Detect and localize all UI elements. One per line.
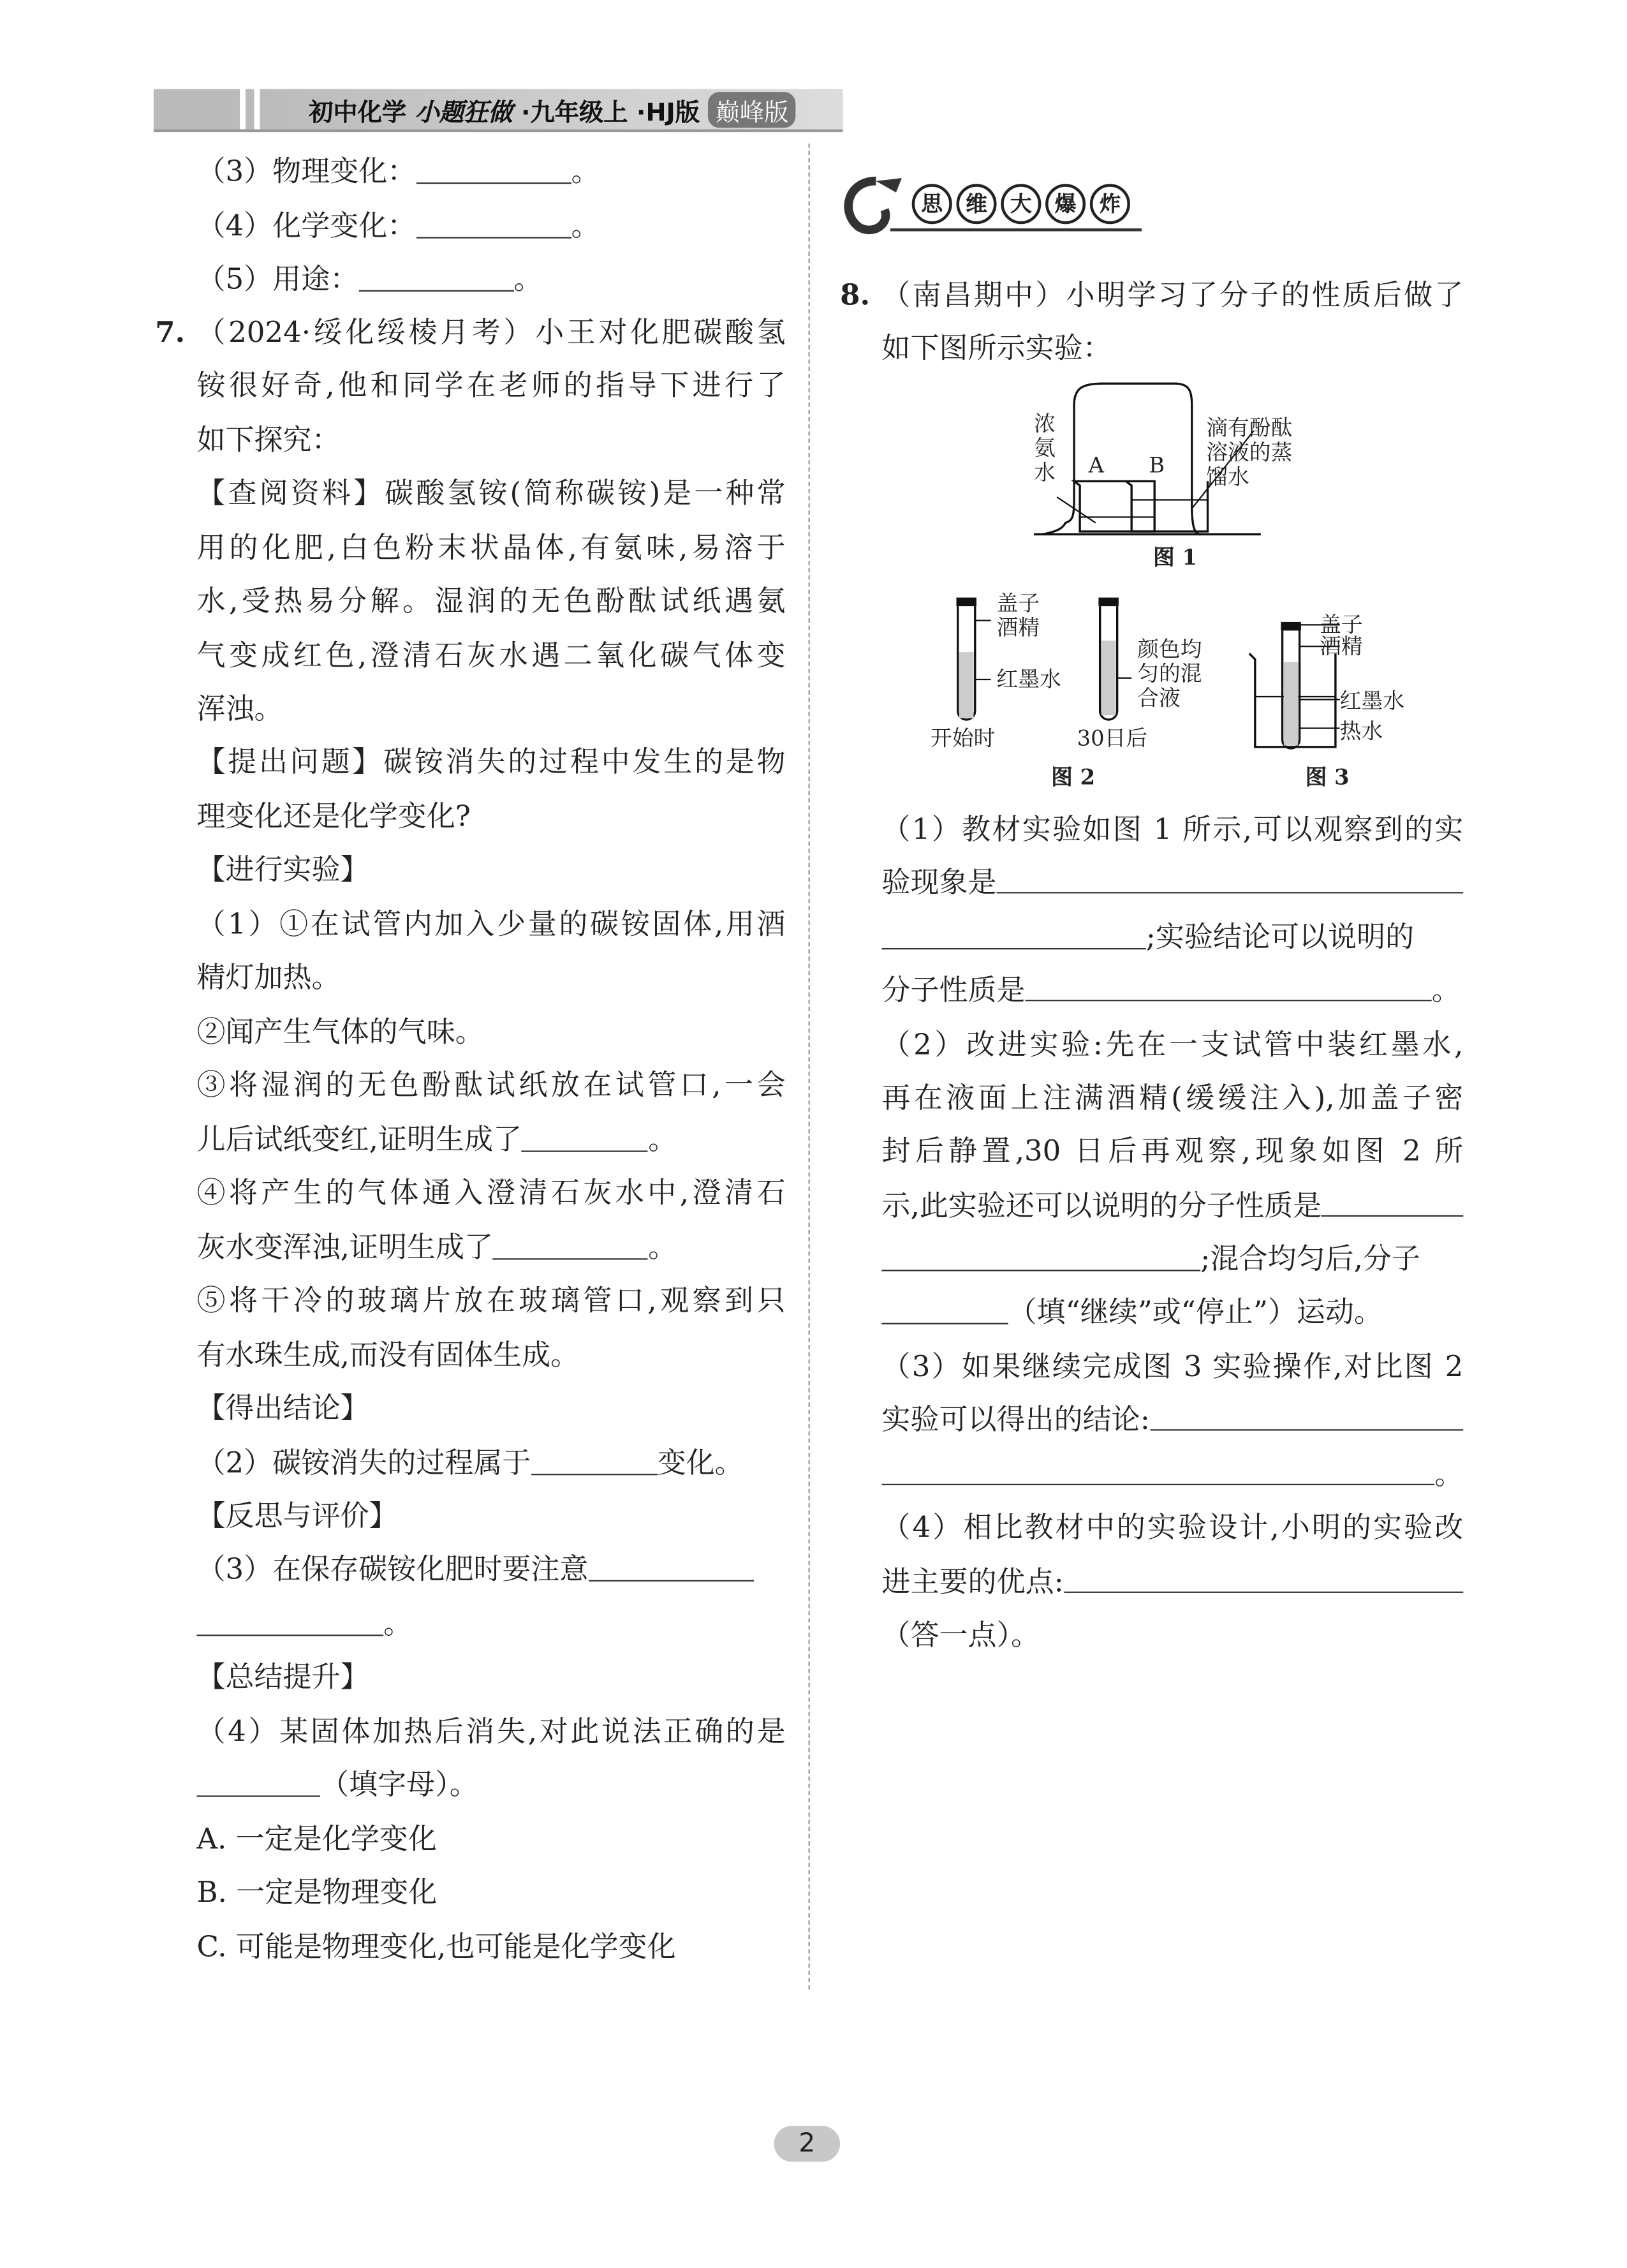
answer-blank[interactable] <box>358 262 513 292</box>
text: 儿后试纸变红,证明生成了 <box>196 1122 522 1157</box>
text: 变化。 <box>657 1445 744 1480</box>
text-line: 理变化还是化学变化? <box>196 798 471 833</box>
text: 示,此实验还可以说明的分子性质是 <box>881 1187 1322 1223</box>
text-line <box>196 1550 785 1587</box>
text: 实验可以得出的结论: <box>881 1402 1150 1437</box>
text: （填字母）。 <box>320 1767 478 1802</box>
banner-char: 思 <box>912 184 952 224</box>
text-line: 气变成红色,澄清石灰水遇二氧化碳气体变 <box>196 637 786 672</box>
answer-blank[interactable] <box>196 1606 383 1636</box>
text: （3）在保存碳铵化肥时要注意 <box>196 1551 589 1586</box>
figure-1-caption: 图 1 <box>1152 544 1198 570</box>
text: 。 <box>383 1606 413 1641</box>
text: 分子性质是 <box>881 972 1026 1007</box>
text-line: 水,受热易分解。湿润的无色酚酞试纸遇氨 <box>196 583 786 618</box>
header-subject: 初中化学 <box>309 99 407 128</box>
text-line: ③将湿润的无色酚酞试纸放在试管口,一会 <box>196 1067 786 1102</box>
label-cap: 盖子 <box>1320 612 1363 638</box>
text: （4）化学变化： <box>196 208 416 243</box>
text-line: 有水珠生成,而没有固体生成。 <box>196 1337 580 1372</box>
column-divider <box>809 144 810 1989</box>
text: ;实验结论可以说明的 <box>1145 919 1415 954</box>
option-b[interactable]: B. 一定是物理变化 <box>196 1874 438 1909</box>
text-line: （4）某固体加热后消失,对此说法正确的是 <box>196 1714 786 1749</box>
q6-3-line <box>196 152 785 190</box>
text-line: 如下图所示实验： <box>881 330 1112 365</box>
text-line: 【提出问题】碳铵消失的过程中发生的是物 <box>196 744 786 779</box>
text-line: （4）相比教材中的实验设计,小明的实验改 <box>881 1509 1464 1545</box>
figure-3-caption: 图 3 <box>1305 764 1350 790</box>
banner-char: 爆 <box>1045 184 1086 224</box>
text-line <box>196 1605 785 1642</box>
header-grade: ·九年级上 ·HJ版 <box>520 99 700 128</box>
text: 。 <box>571 153 600 188</box>
text: （5）用途： <box>196 261 359 296</box>
text: 。 <box>1431 972 1461 1007</box>
label-red-ink: 红墨水 <box>996 666 1061 693</box>
header-title <box>309 92 796 128</box>
text-line: ②闻产生气体的气味。 <box>196 1014 484 1049</box>
text-line: 封后静置,30 日后再观察,现象如图 2 所 <box>881 1133 1464 1168</box>
beaker-a-label: A <box>1088 452 1105 478</box>
label-hot-water: 热水 <box>1339 718 1383 745</box>
text-line <box>881 1563 1463 1601</box>
text: （2）碳铵消失的过程属于 <box>196 1445 531 1480</box>
text: 。 <box>513 261 543 296</box>
label-cap: 盖子 <box>996 590 1040 616</box>
answer-blank[interactable] <box>881 1455 1434 1485</box>
answer-blank[interactable] <box>416 154 571 184</box>
answer-blank[interactable] <box>589 1552 754 1582</box>
text-line: 如下探究： <box>196 422 341 457</box>
option-c[interactable]: C. 可能是物理变化,也可能是化学变化 <box>196 1929 676 1964</box>
text-line: 铵很好奇,他和同学在老师的指导下进行了 <box>196 367 786 403</box>
text-line <box>881 1187 1463 1224</box>
text: （填“继续”或“停止”）运动。 <box>1008 1294 1383 1329</box>
text-line: 【查阅资料】碳酸氢铵(简称碳铵)是一种常 <box>196 475 786 510</box>
answer-blank[interactable] <box>1150 1400 1463 1430</box>
text-line: （2）改进实验:先在一支试管中装红墨水, <box>881 1027 1464 1062</box>
text-line: 浑浊。 <box>196 690 283 726</box>
q8-number: 8. <box>840 277 871 312</box>
text-line <box>881 971 1463 1009</box>
q7-number: 7. <box>155 315 186 350</box>
q8-stem: （南昌期中）小明学习了分子的性质后做了 <box>881 277 1464 312</box>
answer-blank[interactable] <box>1026 971 1432 1001</box>
text: 。 <box>648 1122 677 1157</box>
beaker-b-label: B <box>1149 452 1165 478</box>
text: 验现象是 <box>881 864 997 900</box>
text: ;混合均匀后,分子 <box>1200 1241 1420 1276</box>
label-start: 开始时 <box>930 725 996 752</box>
label-red-ink: 红墨水 <box>1339 688 1405 714</box>
answer-blank[interactable] <box>881 1241 1200 1271</box>
label-alcohol: 酒精 <box>1320 633 1363 660</box>
page-number: 2 <box>774 2126 841 2161</box>
figure-1 <box>1031 376 1318 577</box>
section-banner <box>833 170 1156 242</box>
answer-blank[interactable] <box>493 1229 648 1259</box>
label-mixed: 颜色均 匀的混 合液 <box>1137 636 1202 711</box>
text-line: 精灯加热。 <box>196 960 341 995</box>
answer-blank[interactable] <box>881 1294 1008 1324</box>
text-line <box>881 1293 1463 1330</box>
figure-2-caption: 图 2 <box>1051 764 1096 790</box>
page-header <box>154 89 847 133</box>
text: 。 <box>571 208 600 243</box>
answer-blank[interactable] <box>416 208 571 238</box>
option-a[interactable]: A. 一定是化学变化 <box>196 1821 437 1856</box>
answer-blank[interactable] <box>881 919 1145 949</box>
section-heading: 【得出结论】 <box>196 1390 369 1425</box>
text-line <box>881 1400 1463 1438</box>
answer-blank[interactable] <box>997 863 1464 893</box>
text: 。 <box>648 1229 677 1264</box>
text-line <box>196 1120 785 1158</box>
q6-5-line <box>196 260 785 298</box>
text-line: （1）①在试管内加入少量的碳铵固体,用酒 <box>196 906 786 941</box>
section-heading: 【总结提升】 <box>196 1659 369 1694</box>
text-line <box>196 1444 785 1481</box>
section-heading: 【反思与评价】 <box>196 1498 398 1533</box>
label-ammonia: 浓氨水 <box>1034 410 1056 486</box>
label-phenolphthalein: 滴有酚酞 溶液的蒸 馏水 <box>1206 415 1293 490</box>
banner-char: 大 <box>1001 184 1041 224</box>
text-line <box>881 918 1463 956</box>
text-line <box>881 863 1463 901</box>
answer-blank[interactable] <box>1321 1187 1463 1217</box>
figure-3 <box>1242 611 1429 790</box>
text: 。 <box>1434 1456 1464 1492</box>
answer-blank[interactable] <box>522 1122 648 1152</box>
edition-badge: 巅峰版 <box>708 92 795 128</box>
section-heading: 【进行实验】 <box>196 852 369 887</box>
text-line <box>881 1240 1463 1277</box>
banner-title <box>912 184 1130 224</box>
text-line <box>881 1455 1463 1493</box>
figure-2 <box>919 589 1221 790</box>
q7-stem: （2024·绥化绥棱月考）小王对化肥碳酸氢 <box>196 315 786 350</box>
answer-blank[interactable] <box>196 1767 320 1797</box>
q6-4-line <box>196 207 785 244</box>
text-line <box>196 1228 785 1266</box>
text-line: ⑤将干冷的玻璃片放在玻璃管口,观察到只 <box>196 1282 786 1317</box>
answer-blank[interactable] <box>1064 1563 1463 1593</box>
text-line: 再在液面上注满酒精(缓缓注入),加盖子密 <box>881 1080 1464 1115</box>
header-series-logo: 小题狂做 <box>415 99 513 128</box>
text: 进主要的优点: <box>881 1564 1064 1599</box>
label-alcohol: 酒精 <box>996 614 1040 641</box>
text-line: （答一点）。 <box>881 1617 1040 1652</box>
label-30-days: 30日后 <box>1077 725 1148 752</box>
text: 灰水变浑浊,证明生成了 <box>196 1229 494 1264</box>
banner-char: 炸 <box>1090 184 1130 224</box>
text-line <box>196 1765 785 1803</box>
banner-char: 维 <box>956 184 996 224</box>
answer-blank[interactable] <box>531 1445 657 1475</box>
text-line: （1）教材实验如图 1 所示,可以观察到的实 <box>881 812 1464 847</box>
text: （3）物理变化： <box>196 153 416 188</box>
text-line: （3）如果继续完成图 3 实验操作,对比图 2 <box>881 1349 1464 1384</box>
text-line: 用的化肥,白色粉末状晶体,有氨味,易溶于 <box>196 530 786 565</box>
text-line: ④将产生的气体通入澄清石灰水中,澄清石 <box>196 1175 786 1210</box>
